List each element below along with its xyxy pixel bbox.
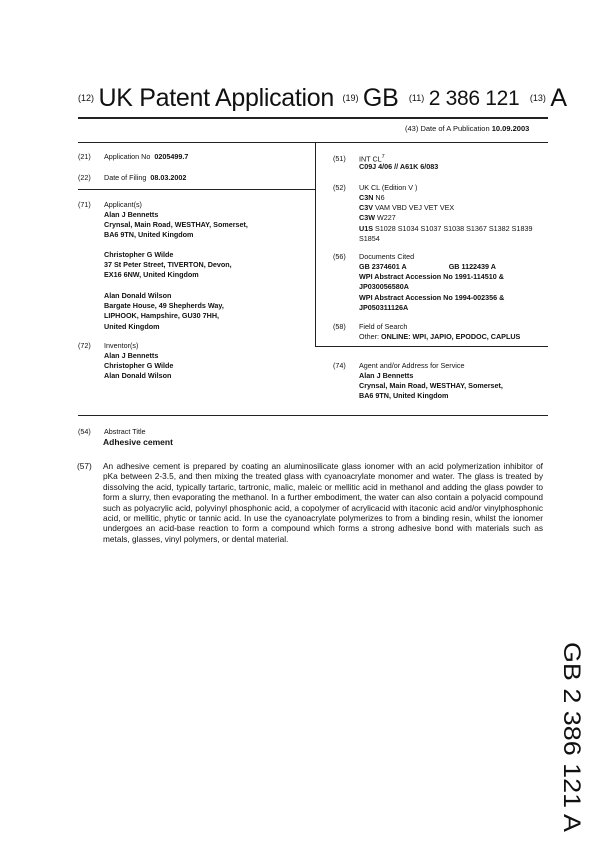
abstract-title: Adhesive cement bbox=[103, 437, 173, 447]
applicant-name: Alan Donald Wilson bbox=[104, 291, 172, 300]
uk-cl-line: U1S S1028 S1034 S1037 S1038 S1367 S1382 S1839 bbox=[359, 223, 533, 233]
publication-number: 2 386 121 bbox=[428, 87, 520, 110]
int-cl-edition: 7 bbox=[381, 154, 385, 160]
cited-line: JP050311126A bbox=[359, 302, 409, 312]
code-11: (11) bbox=[408, 93, 425, 103]
documents-cited-list bbox=[359, 262, 504, 313]
inventors-list bbox=[104, 351, 173, 382]
vertical-publication-number bbox=[552, 640, 592, 835]
applicant-name: Christopher G Wilde bbox=[104, 250, 174, 259]
applicant-address-line: Bargate House, 49 Shepherds Way, bbox=[104, 301, 224, 311]
applicant-address-line: Crynsal, Main Road, WESTHAY, Somerset, bbox=[104, 220, 248, 230]
inventor-name: Alan J Bennetts bbox=[104, 351, 159, 360]
uk-cl: (52) UK CL (Edition V ) bbox=[333, 183, 418, 192]
applicant-address-line: 37 St Peter Street, TIVERTON, Devon, bbox=[104, 260, 232, 270]
cited-line: WPI Abstract Accession No 1991-114510 & bbox=[359, 272, 504, 282]
right-bottom-rule bbox=[315, 346, 548, 347]
inventor-name: Alan Donald Wilson bbox=[104, 371, 172, 381]
applicant-2 bbox=[104, 250, 232, 281]
agent-line: Alan J Bennetts bbox=[359, 371, 414, 380]
left-divider-rule bbox=[78, 189, 315, 190]
abstract-body bbox=[77, 461, 543, 544]
inventor-name: Christopher G Wilde bbox=[104, 361, 174, 371]
bibliographic-top-rule bbox=[78, 142, 548, 143]
int-cl-value: C09J 4/06 // A61K 6/083 bbox=[359, 162, 439, 171]
kind-code: A bbox=[550, 84, 567, 112]
code-13: (13) bbox=[529, 93, 546, 103]
agent-label: (74) Agent and/or Address for Service bbox=[333, 361, 465, 370]
publication-date: (43) Date of A Publication 10.09.2003 bbox=[405, 124, 530, 133]
agent-line: Crynsal, Main Road, WESTHAY, Somerset, bbox=[359, 381, 503, 391]
field-of-search: (58) Field of Search bbox=[333, 322, 408, 331]
patent-type-title: UK Patent Application bbox=[98, 84, 334, 112]
code-19: (19) bbox=[342, 93, 359, 103]
applicant-address-line: BA6 9TN, United Kingdom bbox=[104, 230, 194, 240]
inventors-label: (72) Inventor(s) bbox=[78, 341, 139, 350]
publication-date-value: 10.09.2003 bbox=[491, 124, 530, 133]
cited-line: JP030056580A bbox=[359, 282, 409, 292]
applicant-address-line: LIPHOOK, Hampshire, GU30 7HH, bbox=[104, 311, 220, 321]
documents-cited: (56) Documents Cited bbox=[333, 252, 415, 261]
column-divider bbox=[315, 142, 316, 346]
uk-cl-line: C3N N6 bbox=[359, 193, 385, 202]
applicant-address-line: United Kingdom bbox=[104, 321, 160, 331]
vertical-number-text: GB 2 386 121 A bbox=[558, 642, 585, 812]
code-12: (12) bbox=[78, 93, 95, 103]
agent-line: BA6 9TN, United Kingdom bbox=[359, 391, 449, 401]
cited-line: WPI Abstract Accession No 1994-002356 & bbox=[359, 292, 505, 302]
filing-date: (22) Date of Filing 08.03.2002 bbox=[78, 173, 187, 182]
uk-cl-line: C3W W227 bbox=[359, 213, 396, 223]
applicant-address-line: EX16 6NW, United Kingdom bbox=[104, 270, 199, 280]
applicant-name: Alan J Bennetts bbox=[104, 210, 159, 219]
applicant-3 bbox=[104, 291, 224, 332]
uk-cl-lines bbox=[359, 193, 532, 244]
abstract-text: An adhesive cement is prepared by coating an aluminosilicate glass ionomer with an acid polymerization inhibitor of pKa between 2-3.5, and then mixing the treated glass with cyanoacrylate monomer and water. The glass is treated by dissolving the acid, typically tartaric, tartronic, malic, maleic or mellitic acid in methanol and adding the glass powder to form a slurry, then evaporating the methanol. In a further embodiment, the water can also contain a polyacid compound such as polyacrylic acid, polyvinyl phosphonic acid, a copolymer of acrylicacid with itaconic acid and/or vinylphosphonic acid, or mellitic, phytic or tannic acid. In use the cyanoacrylate polymerizes to from a binding resin, whilst the ionomer undergoes an acid-base reaction to form a compound which forms a strong adhesive bond with materials such as metals, glasses, vinyl polymers, or dental material. bbox=[103, 461, 543, 544]
agent-address bbox=[359, 371, 503, 402]
abstract-title-label: (54) Abstract Title bbox=[78, 427, 146, 436]
int-cl: (51) INT $CL^7$ bbox=[333, 154, 385, 164]
applicant-1 bbox=[104, 210, 248, 241]
header-rule bbox=[78, 117, 548, 119]
country-code: GB bbox=[362, 84, 399, 112]
uk-cl-line: S1854 bbox=[359, 233, 380, 243]
uk-cl-line: C3V VAM VBD VEJ VET VEX bbox=[359, 203, 455, 213]
applicants-label: (71) Applicant(s) bbox=[78, 200, 142, 209]
abstract-code: (57) bbox=[77, 461, 92, 471]
bibliographic-bottom-rule bbox=[78, 415, 548, 416]
cited-line: GB 2374601 A GB 1122439 A bbox=[359, 262, 496, 271]
field-of-search-value: Other: ONLINE: WPI, JAPIO, EPODOC, CAPLUS bbox=[359, 332, 521, 341]
patent-header bbox=[78, 86, 567, 111]
application-number: (21) Application No 0205499.7 bbox=[78, 152, 189, 161]
